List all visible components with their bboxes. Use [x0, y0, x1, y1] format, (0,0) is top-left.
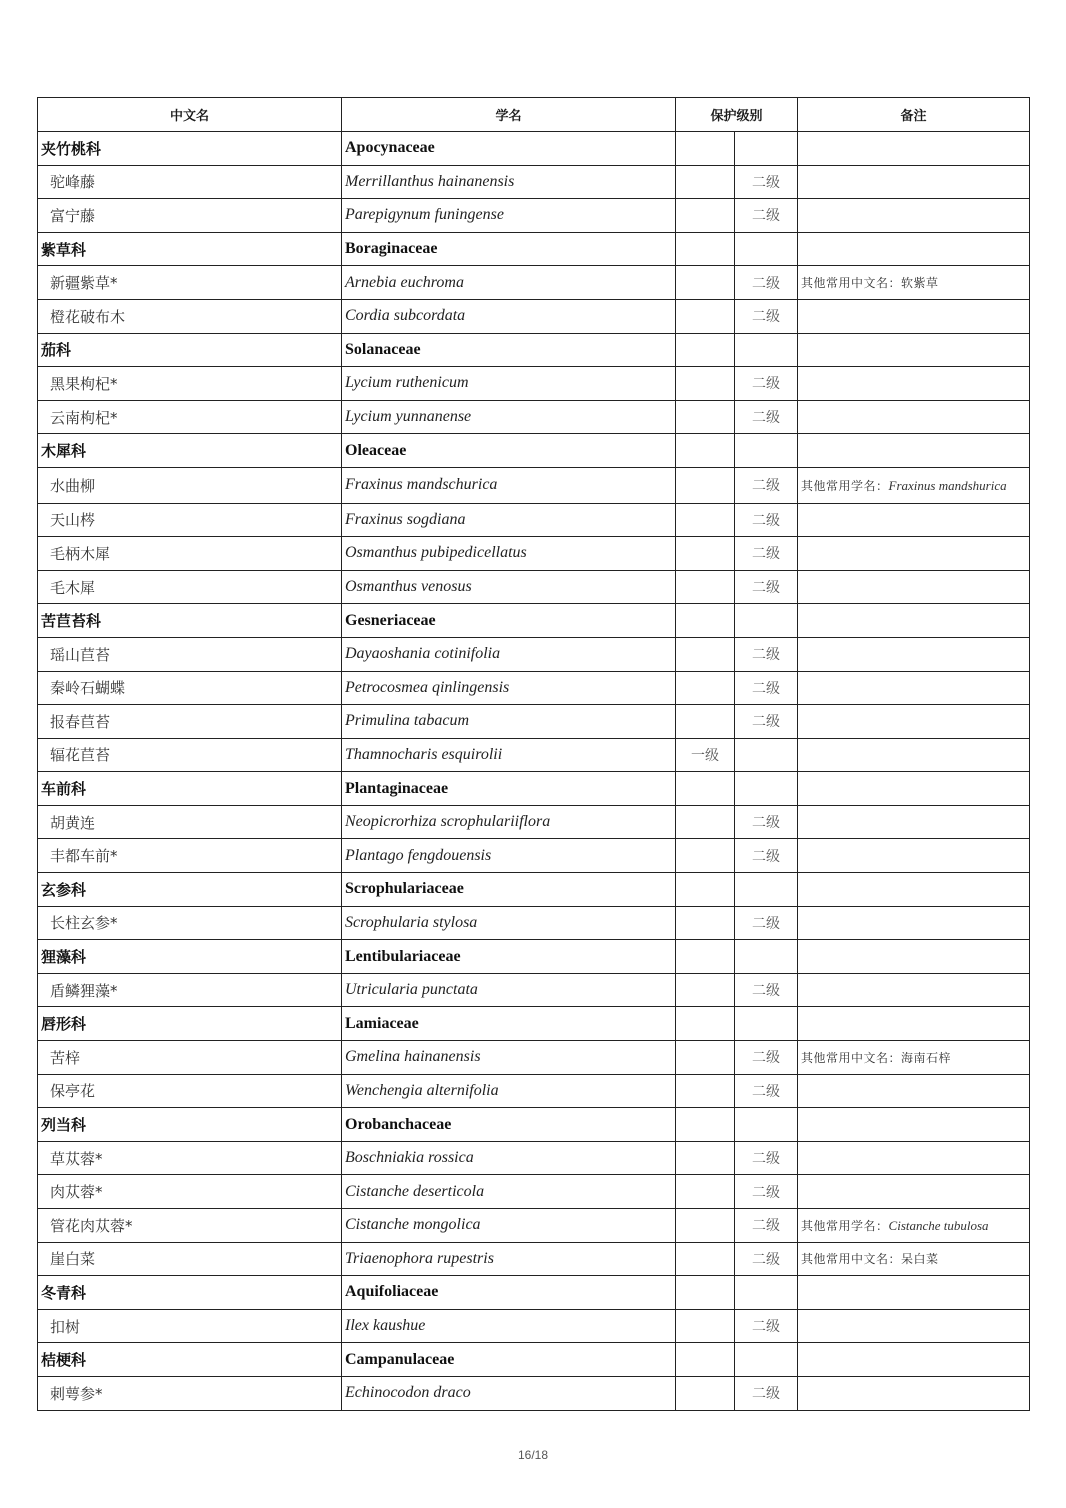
species-row: [38, 906, 1030, 940]
scientific-name-cell: Cordia subcordata: [342, 299, 676, 333]
level-second-class-cell: 二级: [735, 805, 798, 839]
notes-cell: [798, 132, 1030, 166]
chinese-name-cell: 紫草科: [38, 232, 342, 266]
level-first-class-cell: [676, 299, 735, 333]
chinese-name-cell: 黑果枸杞*: [38, 367, 342, 401]
chinese-name-cell: 毛柄木犀: [38, 537, 342, 571]
level-second-class-cell: 二级: [735, 1141, 798, 1175]
scientific-name-cell: Echinocodon draco: [342, 1376, 676, 1410]
species-row: [38, 537, 1030, 571]
note-scientific-name: Fraxinus mandshurica: [888, 478, 1007, 494]
scientific-name-cell: Triaenophora rupestris: [342, 1242, 676, 1276]
species-row: [38, 1376, 1030, 1410]
notes-cell: [798, 973, 1030, 1007]
chinese-name-cell: 盾鳞狸藻*: [38, 973, 342, 1007]
level-first-class-cell: [676, 199, 735, 233]
scientific-name-cell: Solanaceae: [342, 333, 676, 367]
species-row: [38, 705, 1030, 739]
scientific-name-cell: Dayaoshania cotinifolia: [342, 637, 676, 671]
family-row: [38, 434, 1030, 468]
level-second-class-cell: 二级: [735, 537, 798, 571]
level-first-class-cell: [676, 839, 735, 873]
scientific-name-cell: Gesneriaceae: [342, 604, 676, 638]
species-row: [38, 1175, 1030, 1209]
species-row: [38, 367, 1030, 401]
scientific-name-cell: Lentibulariaceae: [342, 940, 676, 974]
level-first-class-cell: [676, 400, 735, 434]
header-protection-level: 保护级别: [676, 98, 798, 132]
notes-cell: [798, 199, 1030, 233]
level-second-class-cell: [735, 1276, 798, 1310]
level-second-class-cell: 二级: [735, 973, 798, 1007]
scientific-name-cell: Lamiaceae: [342, 1007, 676, 1041]
family-row: [38, 772, 1030, 806]
species-table: [37, 97, 1030, 1411]
scientific-name-cell: Scrophularia stylosa: [342, 906, 676, 940]
notes-cell: [798, 299, 1030, 333]
scientific-name-cell: Merrillanthus hainanensis: [342, 165, 676, 199]
chinese-name-cell: 冬青科: [38, 1276, 342, 1310]
scientific-name-cell: Neopicrorhiza scrophulariiflora: [342, 805, 676, 839]
species-row: [38, 1209, 1030, 1243]
family-row: [38, 873, 1030, 907]
chinese-name-cell: 狸藻科: [38, 940, 342, 974]
notes-cell: [798, 705, 1030, 739]
chinese-name-cell: 秦岭石蝴蝶: [38, 671, 342, 705]
species-row: [38, 637, 1030, 671]
level-second-class-cell: [735, 232, 798, 266]
level-second-class-cell: 二级: [735, 1074, 798, 1108]
chinese-name-cell: 胡黄连: [38, 805, 342, 839]
level-first-class-cell: [676, 772, 735, 806]
chinese-name-cell: 唇形科: [38, 1007, 342, 1041]
species-row: [38, 199, 1030, 233]
level-first-class-cell: [676, 570, 735, 604]
family-row: [38, 604, 1030, 638]
chinese-name-cell: 丰都车前*: [38, 839, 342, 873]
chinese-name-cell: 保亭花: [38, 1074, 342, 1108]
family-row: [38, 232, 1030, 266]
notes-cell: [798, 1141, 1030, 1175]
level-first-class-cell: [676, 232, 735, 266]
notes-cell: 其他常用中文名：呆白菜: [798, 1242, 1030, 1276]
chinese-name-cell: 天山梣: [38, 503, 342, 537]
chinese-name-cell: 木犀科: [38, 434, 342, 468]
notes-cell: [798, 805, 1030, 839]
scientific-name-cell: Campanulaceae: [342, 1343, 676, 1377]
level-second-class-cell: 二级: [735, 1376, 798, 1410]
scientific-name-cell: Arnebia euchroma: [342, 266, 676, 300]
level-second-class-cell: 二级: [735, 1041, 798, 1075]
notes-cell: [798, 1175, 1030, 1209]
level-second-class-cell: 二级: [735, 839, 798, 873]
species-row: [38, 503, 1030, 537]
chinese-name-cell: 肉苁蓉*: [38, 1175, 342, 1209]
level-second-class-cell: [735, 738, 798, 772]
note-label: 其他常用学名：: [801, 1218, 889, 1233]
level-second-class-cell: 二级: [735, 1309, 798, 1343]
species-row: [38, 1074, 1030, 1108]
chinese-name-cell: 茄科: [38, 333, 342, 367]
level-second-class-cell: 二级: [735, 299, 798, 333]
chinese-name-cell: 刺萼参*: [38, 1376, 342, 1410]
level-second-class-cell: 二级: [735, 165, 798, 199]
level-first-class-cell: [676, 1175, 735, 1209]
level-first-class-cell: [676, 132, 735, 166]
chinese-name-cell: 新疆紫草*: [38, 266, 342, 300]
notes-cell: [798, 604, 1030, 638]
notes-cell: [798, 1309, 1030, 1343]
family-row: [38, 1343, 1030, 1377]
notes-cell: [798, 1108, 1030, 1142]
chinese-name-cell: 瑶山苣苔: [38, 637, 342, 671]
level-second-class-cell: 二级: [735, 570, 798, 604]
chinese-name-cell: 富宁藤: [38, 199, 342, 233]
level-second-class-cell: 二级: [735, 705, 798, 739]
level-second-class-cell: 二级: [735, 266, 798, 300]
level-first-class-cell: [676, 367, 735, 401]
scientific-name-cell: Lycium ruthenicum: [342, 367, 676, 401]
species-row: [38, 1242, 1030, 1276]
scientific-name-cell: Wenchengia alternifolia: [342, 1074, 676, 1108]
species-row: [38, 839, 1030, 873]
family-row: [38, 132, 1030, 166]
level-first-class-cell: [676, 940, 735, 974]
chinese-name-cell: 驼峰藤: [38, 165, 342, 199]
species-row: [38, 805, 1030, 839]
level-first-class-cell: [676, 1343, 735, 1377]
notes-cell: [798, 165, 1030, 199]
level-second-class-cell: [735, 132, 798, 166]
level-first-class-cell: [676, 537, 735, 571]
chinese-name-cell: 草苁蓉*: [38, 1141, 342, 1175]
chinese-name-cell: 桔梗科: [38, 1343, 342, 1377]
species-row: [38, 299, 1030, 333]
scientific-name-cell: Scrophulariaceae: [342, 873, 676, 907]
notes-cell: [798, 467, 1030, 503]
level-first-class-cell: [676, 1108, 735, 1142]
level-second-class-cell: [735, 772, 798, 806]
scientific-name-cell: Petrocosmea qinlingensis: [342, 671, 676, 705]
notes-cell: [798, 839, 1030, 873]
species-row: [38, 1141, 1030, 1175]
notes-cell: [798, 637, 1030, 671]
level-first-class-cell: [676, 1041, 735, 1075]
species-row: [38, 400, 1030, 434]
species-row: [38, 467, 1030, 503]
level-second-class-cell: 二级: [735, 199, 798, 233]
level-first-class-cell: [676, 434, 735, 468]
level-first-class-cell: [676, 266, 735, 300]
species-row: [38, 973, 1030, 1007]
level-second-class-cell: 二级: [735, 906, 798, 940]
header-notes: 备注: [798, 98, 1030, 132]
family-row: [38, 940, 1030, 974]
scientific-name-cell: Orobanchaceae: [342, 1108, 676, 1142]
notes-cell: [798, 232, 1030, 266]
level-first-class-cell: [676, 467, 735, 503]
scientific-name-cell: Plantaginaceae: [342, 772, 676, 806]
level-second-class-cell: [735, 1007, 798, 1041]
level-first-class-cell: [676, 1276, 735, 1310]
notes-cell: [798, 537, 1030, 571]
scientific-name-cell: Thamnocharis esquirolii: [342, 738, 676, 772]
scientific-name-cell: Aquifoliaceae: [342, 1276, 676, 1310]
level-first-class-cell: [676, 1007, 735, 1041]
chinese-name-cell: 橙花破布木: [38, 299, 342, 333]
scientific-name-cell: Cistanche deserticola: [342, 1175, 676, 1209]
notes-cell: [798, 1343, 1030, 1377]
chinese-name-cell: 崖白菜: [38, 1242, 342, 1276]
notes-cell: 其他常用中文名：海南石梓: [798, 1041, 1030, 1075]
notes-cell: [798, 1276, 1030, 1310]
level-second-class-cell: [735, 1108, 798, 1142]
level-second-class-cell: [735, 940, 798, 974]
chinese-name-cell: 夹竹桃科: [38, 132, 342, 166]
notes-cell: [798, 434, 1030, 468]
species-row: [38, 738, 1030, 772]
scientific-name-cell: Boraginaceae: [342, 232, 676, 266]
notes-cell: [798, 873, 1030, 907]
chinese-name-cell: 毛木犀: [38, 570, 342, 604]
notes-cell: [798, 738, 1030, 772]
notes-cell: [798, 772, 1030, 806]
level-second-class-cell: 二级: [735, 467, 798, 503]
level-first-class-cell: [676, 333, 735, 367]
notes-cell: [798, 1376, 1030, 1410]
level-first-class-cell: [676, 1376, 735, 1410]
scientific-name-cell: Primulina tabacum: [342, 705, 676, 739]
note-scientific-name: Cistanche tubulosa: [888, 1217, 989, 1233]
scientific-name-cell: Plantago fengdouensis: [342, 839, 676, 873]
chinese-name-cell: 玄参科: [38, 873, 342, 907]
chinese-name-cell: 长柱玄参*: [38, 906, 342, 940]
species-row: [38, 671, 1030, 705]
notes-cell: [798, 1209, 1030, 1243]
header-scientific-name: 学名: [342, 98, 676, 132]
level-first-class-cell: [676, 1242, 735, 1276]
level-second-class-cell: 二级: [735, 637, 798, 671]
page-number: 16/18: [517, 1448, 549, 1462]
chinese-name-cell: 苦苣苔科: [38, 604, 342, 638]
level-first-class-cell: 一级: [676, 738, 735, 772]
note-label: 其他常用学名：: [801, 479, 889, 494]
table-body: [38, 132, 1030, 1411]
level-second-class-cell: [735, 333, 798, 367]
header-chinese-name: 中文名: [38, 98, 342, 132]
chinese-name-cell: 水曲柳: [38, 467, 342, 503]
chinese-name-cell: 辐花苣苔: [38, 738, 342, 772]
level-second-class-cell: 二级: [735, 671, 798, 705]
notes-cell: [798, 367, 1030, 401]
level-first-class-cell: [676, 705, 735, 739]
level-first-class-cell: [676, 906, 735, 940]
level-second-class-cell: [735, 604, 798, 638]
chinese-name-cell: 列当科: [38, 1108, 342, 1142]
level-second-class-cell: 二级: [735, 1242, 798, 1276]
notes-cell: [798, 940, 1030, 974]
scientific-name-cell: Ilex kaushue: [342, 1309, 676, 1343]
level-first-class-cell: [676, 503, 735, 537]
level-first-class-cell: [676, 1074, 735, 1108]
notes-cell: [798, 1007, 1030, 1041]
scientific-name-cell: Gmelina hainanensis: [342, 1041, 676, 1075]
scientific-name-cell: Apocynaceae: [342, 132, 676, 166]
level-first-class-cell: [676, 1209, 735, 1243]
notes-cell: [798, 503, 1030, 537]
notes-cell: [798, 1074, 1030, 1108]
chinese-name-cell: 苦梓: [38, 1041, 342, 1075]
notes-cell: [798, 400, 1030, 434]
level-first-class-cell: [676, 973, 735, 1007]
level-second-class-cell: 二级: [735, 1209, 798, 1243]
family-row: [38, 1276, 1030, 1310]
level-first-class-cell: [676, 873, 735, 907]
table-header-row: [38, 98, 1030, 132]
scientific-name-cell: Boschniakia rossica: [342, 1141, 676, 1175]
family-row: [38, 1007, 1030, 1041]
notes-cell: 其他常用中文名：软紫草: [798, 266, 1030, 300]
chinese-name-cell: 扣树: [38, 1309, 342, 1343]
level-first-class-cell: [676, 671, 735, 705]
level-first-class-cell: [676, 165, 735, 199]
scientific-name-cell: Fraxinus mandschurica: [342, 467, 676, 503]
species-row: [38, 266, 1030, 300]
family-row: [38, 1108, 1030, 1142]
level-first-class-cell: [676, 604, 735, 638]
notes-cell: [798, 570, 1030, 604]
species-row: [38, 1309, 1030, 1343]
family-row: [38, 333, 1030, 367]
level-second-class-cell: [735, 873, 798, 907]
level-second-class-cell: 二级: [735, 367, 798, 401]
level-second-class-cell: 二级: [735, 1175, 798, 1209]
notes-cell: [798, 906, 1030, 940]
scientific-name-cell: Parepigynum funingense: [342, 199, 676, 233]
species-row: [38, 1041, 1030, 1075]
chinese-name-cell: 车前科: [38, 772, 342, 806]
scientific-name-cell: Oleaceae: [342, 434, 676, 468]
level-first-class-cell: [676, 1141, 735, 1175]
notes-cell: [798, 671, 1030, 705]
level-second-class-cell: 二级: [735, 503, 798, 537]
species-row: [38, 165, 1030, 199]
scientific-name-cell: Fraxinus sogdiana: [342, 503, 676, 537]
level-second-class-cell: [735, 1343, 798, 1377]
level-first-class-cell: [676, 1309, 735, 1343]
level-second-class-cell: [735, 434, 798, 468]
chinese-name-cell: 管花肉苁蓉*: [38, 1209, 342, 1243]
level-second-class-cell: 二级: [735, 400, 798, 434]
scientific-name-cell: Osmanthus pubipedicellatus: [342, 537, 676, 571]
scientific-name-cell: Lycium yunnanense: [342, 400, 676, 434]
scientific-name-cell: Cistanche mongolica: [342, 1209, 676, 1243]
notes-cell: [798, 333, 1030, 367]
chinese-name-cell: 报春苣苔: [38, 705, 342, 739]
species-row: [38, 570, 1030, 604]
scientific-name-cell: Osmanthus venosus: [342, 570, 676, 604]
scientific-name-cell: Utricularia punctata: [342, 973, 676, 1007]
level-first-class-cell: [676, 637, 735, 671]
level-first-class-cell: [676, 805, 735, 839]
chinese-name-cell: 云南枸杞*: [38, 400, 342, 434]
